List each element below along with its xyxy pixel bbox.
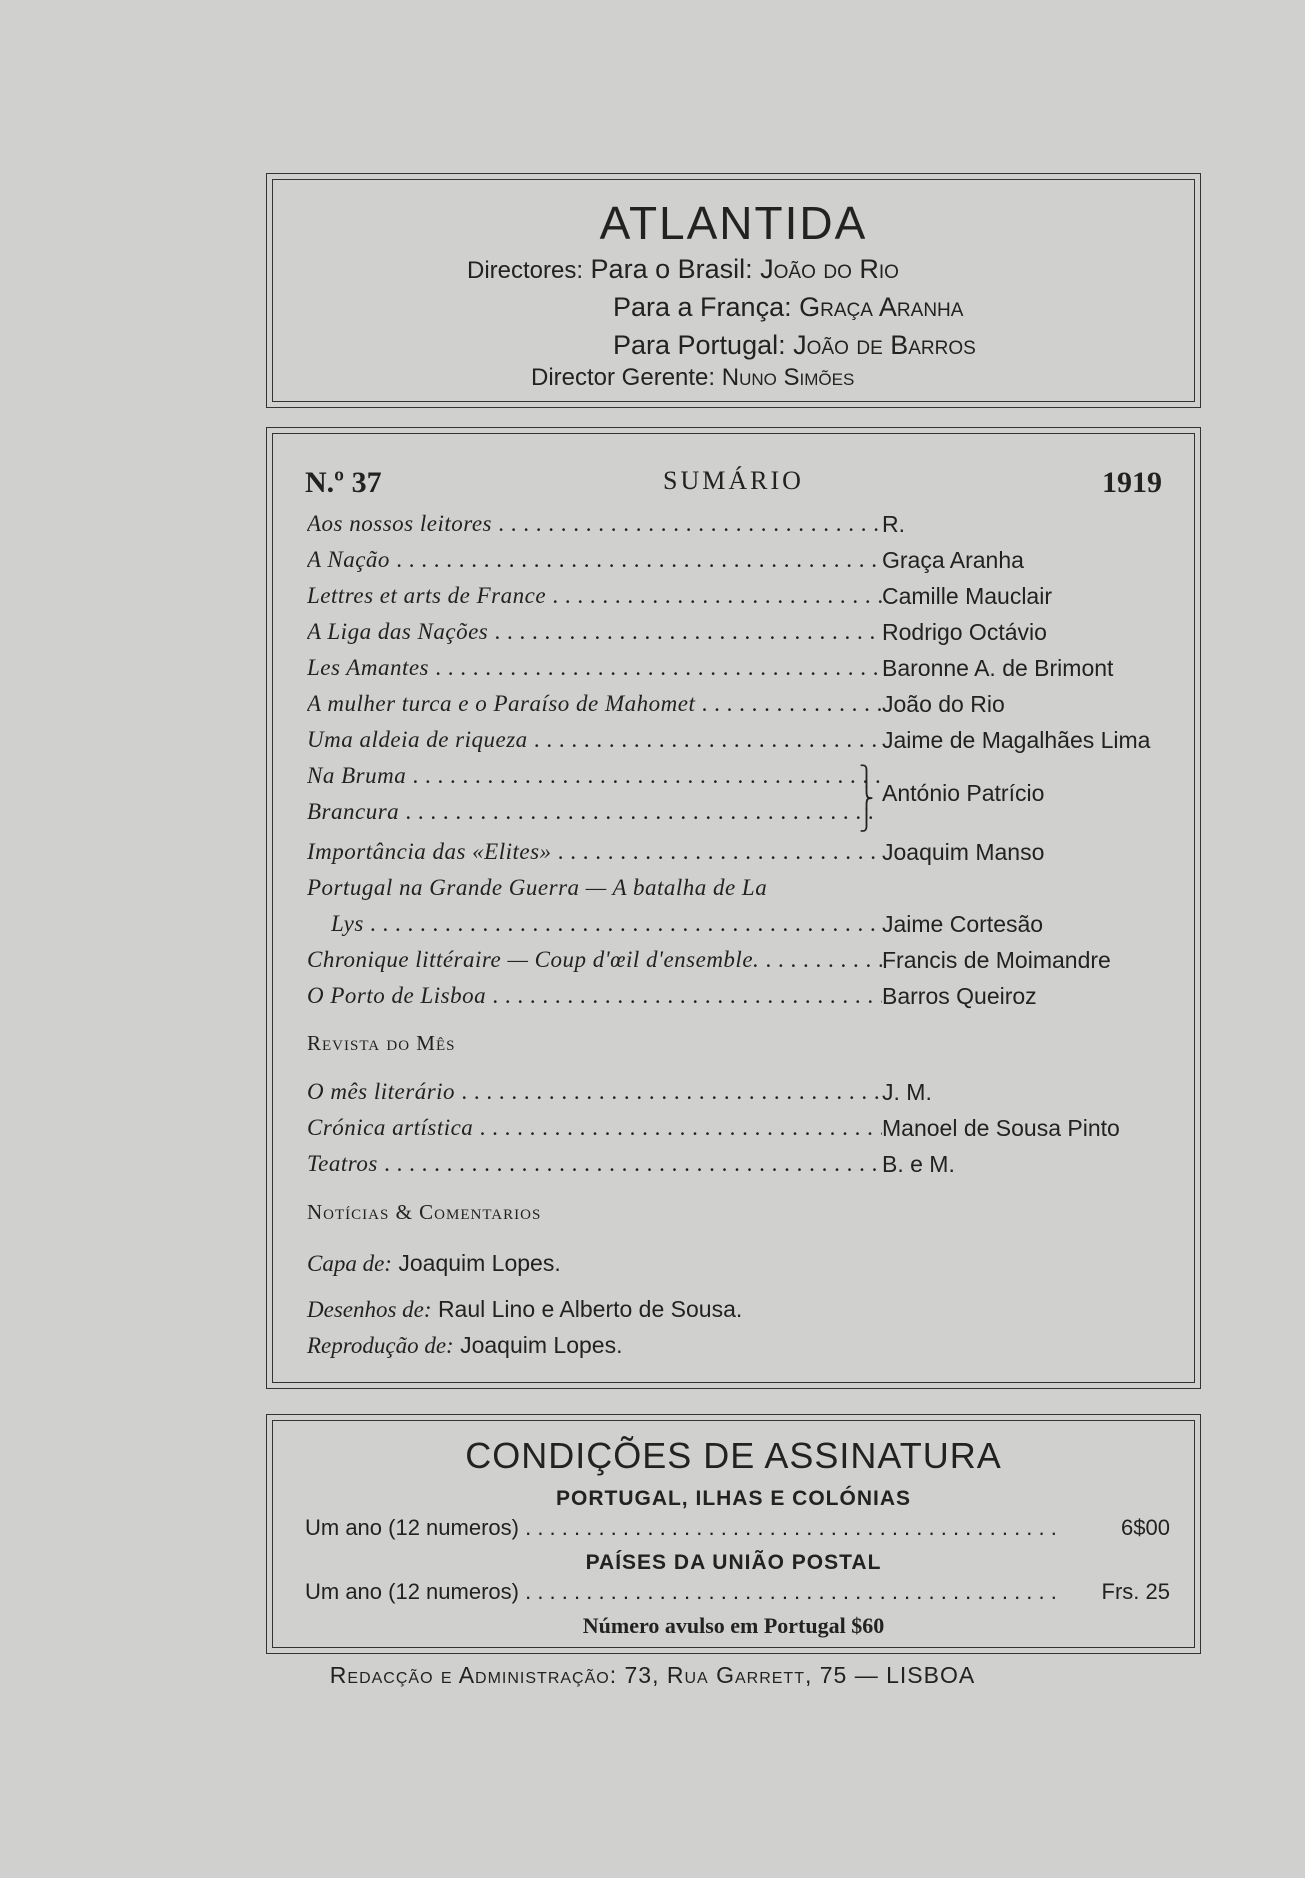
capa-credit bbox=[307, 1250, 561, 1277]
noticias-section-label: Notícias & Comentarios bbox=[307, 1200, 542, 1224]
entry-title: Na Bruma . . . bbox=[307, 763, 882, 789]
footer-address: Redacção e Administração: 73, Rua Garrett, 75 — LISBOA bbox=[329, 1662, 976, 1688]
entry-author: Baronne A. de Brimont bbox=[882, 655, 1114, 681]
entry-author: Joaquim Manso bbox=[882, 839, 1045, 865]
entry-author: J. M. bbox=[882, 1079, 932, 1105]
franca-label: Para a França: bbox=[613, 292, 792, 322]
entry-author: António Patrício bbox=[882, 780, 1045, 806]
gerente-label: Director Gerente: bbox=[531, 364, 716, 391]
list-item bbox=[307, 727, 1151, 761]
entry-author: Camille Mauclair bbox=[882, 583, 1052, 609]
franca-director: Graça Aranha bbox=[799, 292, 964, 322]
list-item bbox=[307, 655, 1147, 689]
list-item bbox=[307, 583, 1147, 617]
entry-title: Lettres et arts de France . . . bbox=[307, 583, 882, 609]
single-issue-price: Número avulso em Portugal $60 bbox=[582, 1613, 885, 1638]
portugal-row-label: Um ano (12 numeros) . . . bbox=[305, 1515, 1065, 1541]
magazine-title: ATLANTIDA bbox=[599, 197, 868, 249]
entry-title: O Porto de Lisboa . . . bbox=[307, 983, 882, 1009]
entry-title: A Liga das Nações . . . bbox=[307, 619, 882, 645]
brasil-director: João do Rio bbox=[760, 254, 899, 284]
capa-label: Capa de: bbox=[307, 1251, 392, 1276]
entry-author: Rodrigo Octávio bbox=[882, 619, 1047, 645]
list-item bbox=[307, 1079, 1147, 1113]
gerente-name: Nuno Simões bbox=[721, 364, 855, 391]
capa-name: Joaquim Lopes. bbox=[398, 1250, 561, 1276]
list-item bbox=[307, 619, 1147, 653]
entry-title: A mulher turca e o Paraíso de Mahomet . . . bbox=[307, 691, 882, 717]
list-item bbox=[307, 875, 1147, 909]
directores-line bbox=[467, 254, 899, 285]
list-item bbox=[307, 691, 1147, 725]
list-item bbox=[307, 1115, 1147, 1149]
summary-title: SUMÁRIO bbox=[663, 466, 804, 495]
entry-title: Uma aldeia de riqueza . . . bbox=[307, 727, 882, 753]
entry-title: Chronique littéraire — Coup d'œil d'ensemble. . . . bbox=[307, 947, 882, 973]
union-row-label: Um ano (12 numeros) . . . bbox=[305, 1579, 1065, 1605]
union-row bbox=[305, 1579, 1170, 1609]
portugal-label: Para Portugal: bbox=[613, 330, 786, 360]
shared-author bbox=[882, 780, 1142, 814]
entry-author: Graça Aranha bbox=[882, 547, 1024, 573]
portugal-row-price: 6$00 bbox=[1121, 1515, 1170, 1540]
reproducao-label: Reprodução de: bbox=[307, 1333, 454, 1358]
issue-year: 1919 bbox=[1102, 466, 1162, 499]
reproducao-name: Joaquim Lopes. bbox=[460, 1332, 623, 1358]
gerente-line bbox=[531, 364, 854, 392]
brace-glyph: ⎫ ⎬ ⎭ bbox=[859, 766, 874, 832]
entry-title: Teatros . . . bbox=[307, 1151, 882, 1177]
entry-title: Crónica artística . . . bbox=[307, 1115, 882, 1141]
list-item bbox=[307, 1151, 1147, 1185]
union-row-price: Frs. 25 bbox=[1101, 1579, 1170, 1604]
masthead-box bbox=[266, 173, 1201, 408]
entry-title: Les Amantes . . . bbox=[307, 655, 882, 681]
issue-number: N.º 37 bbox=[305, 466, 382, 499]
franca-line bbox=[613, 292, 963, 323]
revista-section-label: Revista do Mês bbox=[307, 1031, 456, 1055]
brasil-label: Para o Brasil: bbox=[590, 254, 753, 284]
subscription-title: CONDIÇÕES DE ASSINATURA bbox=[465, 1435, 1002, 1476]
portugal-line bbox=[613, 330, 976, 361]
union-heading: PAÍSES DA UNIÃO POSTAL bbox=[585, 1551, 882, 1574]
list-item bbox=[307, 947, 1147, 981]
entry-author: Barros Queiroz bbox=[882, 983, 1037, 1009]
desenhos-credit bbox=[307, 1296, 742, 1323]
portugal-heading: PORTUGAL, ILHAS E COLÓNIAS bbox=[555, 1487, 911, 1510]
reproducao-credit bbox=[307, 1332, 622, 1359]
entry-author: Jaime Cortesão bbox=[882, 911, 1044, 937]
entry-title: Portugal na Grande Guerra — A batalha de La bbox=[307, 875, 768, 900]
portugal-director: João de Barros bbox=[793, 330, 976, 360]
list-item bbox=[331, 911, 1147, 945]
list-item bbox=[307, 983, 1147, 1017]
list-item bbox=[307, 839, 1147, 873]
directores-label: Directores: bbox=[467, 257, 584, 284]
entry-title: Aos nossos leitores . . . bbox=[307, 511, 882, 537]
entry-author: R. bbox=[882, 511, 905, 537]
entry-title: Lys . . . bbox=[331, 911, 882, 937]
desenhos-label: Desenhos de: bbox=[307, 1297, 432, 1322]
list-item bbox=[307, 547, 1147, 581]
entry-author: B. e M. bbox=[882, 1151, 955, 1177]
entry-title: Importância das «Elites» . . . bbox=[307, 839, 882, 865]
portugal-row bbox=[305, 1515, 1170, 1545]
desenhos-name: Raul Lino e Alberto de Sousa. bbox=[437, 1296, 743, 1322]
entry-author: Francis de Moimandre bbox=[882, 947, 1111, 973]
entry-title: Brancura . . . bbox=[307, 799, 882, 825]
entry-author: João do Rio bbox=[882, 691, 1005, 717]
entry-title: O mês literário . . . bbox=[307, 1079, 882, 1105]
subscription-box bbox=[266, 1414, 1201, 1654]
list-item bbox=[307, 511, 1147, 545]
entry-author: Jaime de Magalhães Lima bbox=[882, 727, 1151, 753]
summary-box bbox=[266, 427, 1201, 1389]
entry-title: A Nação . . . bbox=[307, 547, 882, 573]
entry-author: Manoel de Sousa Pinto bbox=[882, 1115, 1120, 1141]
